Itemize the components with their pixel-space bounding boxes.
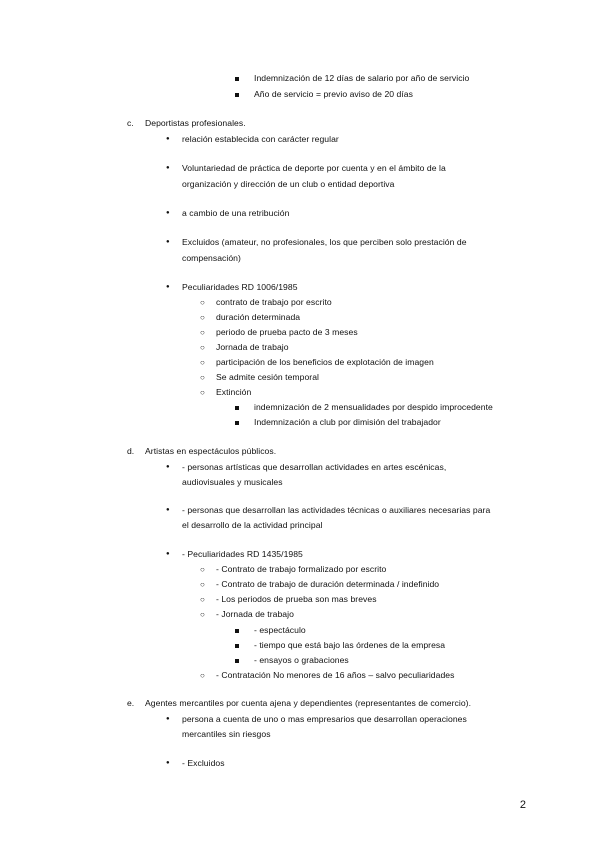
- list-item-continuation: mercantiles sin riesgos: [182, 729, 271, 739]
- bullet-marker: ●: [166, 507, 170, 513]
- list-item-text: - Los periodos de prueba son mas breves: [216, 594, 377, 604]
- list-item-text: - Jornada de trabajo: [216, 609, 294, 619]
- list-item-continuation: organización y dirección de un club o entidad deportiva: [182, 179, 395, 189]
- square-marker: [235, 659, 239, 663]
- list-item-text: Excluidos (amateur, no profesionales, los que perciben solo prestación de: [182, 237, 467, 247]
- section-letter: d.: [127, 446, 135, 456]
- list-item-continuation: el desarrollo de la actividad principal: [182, 520, 323, 530]
- list-item-text: - personas artísticas que desarrollan actividades en artes escénicas,: [182, 462, 447, 472]
- list-item-text: Indemnización a club por dimisión del trabajador: [254, 417, 441, 427]
- square-marker: [235, 93, 239, 97]
- bullet-marker: ●: [166, 239, 170, 245]
- list-item-text: - tiempo que está bajo las órdenes de la empresa: [254, 640, 446, 650]
- list-item-text: - espectáculo: [254, 625, 306, 635]
- circle-marker: ○: [200, 298, 205, 307]
- list-item-text: - personas que desarrollan las actividades técnicas o auxiliares necesarias para: [182, 505, 491, 515]
- list-item-text: Agentes mercantiles por cuenta ajena y dependientes (representantes de comercio).: [145, 698, 472, 708]
- list-item-text: Año de servicio = previo aviso de 20 días: [254, 89, 413, 99]
- bullet-marker: ●: [166, 210, 170, 216]
- bullet-marker: ●: [166, 760, 170, 766]
- list-item-text: Artistas en espectáculos públicos.: [145, 446, 277, 456]
- list-item-text: - Contrato de trabajo formalizado por escrito: [216, 564, 387, 574]
- circle-marker: ○: [200, 343, 205, 352]
- circle-marker: ○: [200, 328, 205, 337]
- bullet-marker: ●: [166, 551, 170, 557]
- bullet-marker: ●: [166, 716, 170, 722]
- list-item-text: Indemnización de 12 días de salario por año de servicio: [254, 73, 470, 83]
- list-item-text: duración determinada: [216, 312, 301, 322]
- list-item-text: indemnización de 2 mensualidades por despido improcedente: [254, 402, 493, 412]
- list-item-text: a cambio de una retribución: [182, 208, 290, 218]
- section-letter: e.: [127, 698, 135, 708]
- circle-marker: ○: [200, 610, 205, 619]
- circle-marker: ○: [200, 565, 205, 574]
- circle-marker: ○: [200, 358, 205, 367]
- list-item-text: persona a cuenta de uno o mas empresarios que desarrollan operaciones: [182, 714, 467, 724]
- square-marker: [235, 77, 239, 81]
- bullet-marker: ●: [166, 284, 170, 290]
- list-item-text: Se admite cesión temporal: [216, 372, 319, 382]
- list-item-text: - Contrato de trabajo de duración determinada / indefinido: [216, 579, 440, 589]
- page-number: 2: [519, 799, 526, 811]
- circle-marker: ○: [200, 388, 205, 397]
- list-item-text: Extinción: [216, 387, 252, 397]
- circle-marker: ○: [200, 373, 205, 382]
- list-item-text: - ensayos o grabaciones: [254, 655, 349, 665]
- square-marker: [235, 421, 239, 425]
- circle-marker: ○: [200, 671, 205, 680]
- list-item-text: Jornada de trabajo: [216, 342, 289, 352]
- section-letter: c.: [127, 118, 134, 128]
- circle-marker: ○: [200, 580, 205, 589]
- list-item-continuation: compensación): [182, 253, 241, 263]
- list-item-text: - Peculiaridades RD 1435/1985: [182, 549, 303, 559]
- bullet-marker: ●: [166, 464, 170, 470]
- list-item-text: participación de los beneficios de explotación de imagen: [216, 357, 434, 367]
- circle-marker: ○: [200, 595, 205, 604]
- bullet-marker: ●: [166, 136, 170, 142]
- list-item-text: relación establecida con carácter regular: [182, 134, 339, 144]
- list-item-text: Voluntariedad de práctica de deporte por cuenta y en el ámbito de la: [182, 163, 446, 173]
- list-item-text: Peculiaridades RD 1006/1985: [182, 282, 298, 292]
- square-marker: [235, 644, 239, 648]
- list-item-continuation: audiovisuales y musicales: [182, 477, 283, 487]
- list-item-text: contrato de trabajo por escrito: [216, 297, 332, 307]
- list-item-text: - Excluidos: [182, 758, 225, 768]
- circle-marker: ○: [200, 313, 205, 322]
- list-item-text: periodo de prueba pacto de 3 meses: [216, 327, 358, 337]
- bullet-marker: ●: [166, 165, 170, 171]
- square-marker: [235, 406, 239, 410]
- square-marker: [235, 629, 239, 633]
- list-item-text: Deportistas profesionales.: [145, 118, 246, 128]
- list-item-text: - Contratación No menores de 16 años – salvo peculiaridades: [216, 670, 455, 680]
